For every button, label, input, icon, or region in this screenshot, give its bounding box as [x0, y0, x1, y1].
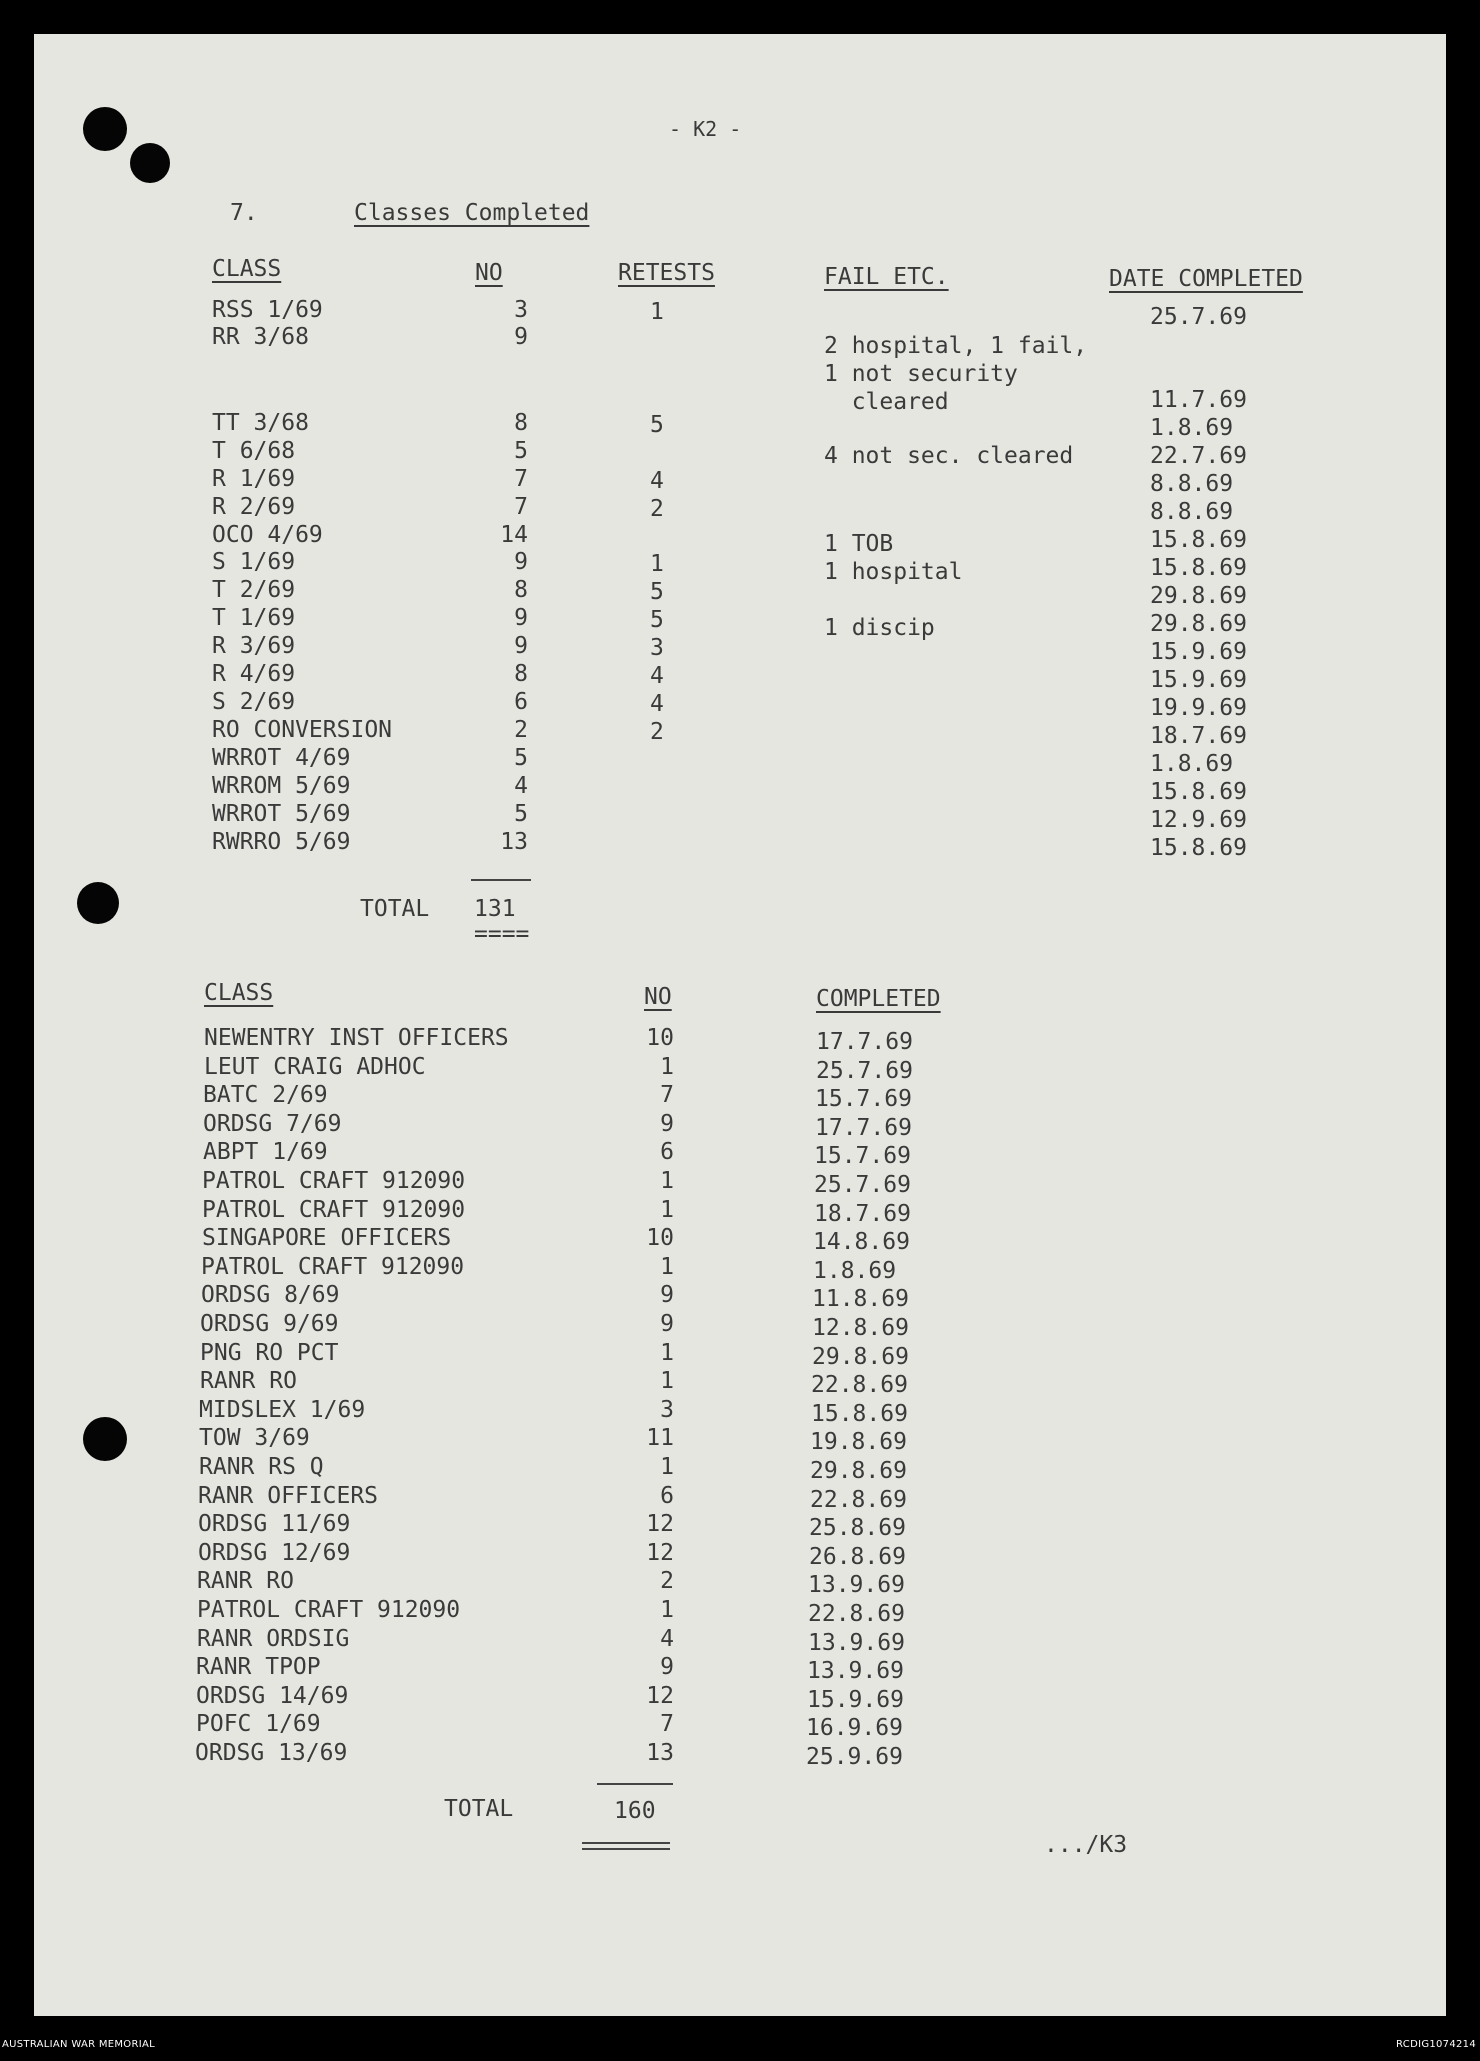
table1-retest: 3	[650, 635, 664, 661]
table2-class: ORDSG 14/69	[196, 1682, 349, 1709]
table1-class: WRROM 5/69	[212, 773, 351, 799]
table1-class: R 3/69	[212, 633, 296, 659]
table1-date: 15.8.69	[1150, 779, 1247, 805]
table1-class: S 2/69	[212, 689, 296, 715]
table2-no: 13	[646, 1740, 674, 1766]
table2-header: CLASS	[204, 980, 274, 1006]
table1-no: 7	[514, 494, 528, 520]
table2-class: PATROL CRAFT 912090	[202, 1196, 466, 1223]
total-value-1: 131	[474, 896, 516, 922]
table1-retest: 5	[650, 607, 664, 633]
table1-no: 6	[514, 689, 528, 715]
table2-date: 15.7.69	[814, 1143, 911, 1170]
section-number: 7.	[230, 200, 258, 226]
table2-no: 1	[660, 1253, 674, 1280]
table2-header: NO	[644, 984, 672, 1010]
table2-class: ORDSG 13/69	[195, 1740, 348, 1766]
table1-class: R 1/69	[212, 466, 296, 492]
table2-no: 12	[646, 1682, 674, 1709]
table1-date: 8.8.69	[1150, 471, 1234, 497]
table1-header: DATE COMPLETED	[1109, 266, 1303, 292]
table2-date: 29.8.69	[812, 1343, 909, 1370]
table1-retest: 5	[650, 579, 664, 605]
table1-no: 8	[514, 577, 528, 603]
total-value-2: 160	[614, 1798, 656, 1824]
table2-date: 25.8.69	[809, 1515, 906, 1542]
table1-no: 9	[514, 605, 528, 631]
table1-class: WRROT 4/69	[212, 745, 351, 771]
table2-date: 13.9.69	[808, 1572, 905, 1599]
total-double-rule-2b	[582, 1848, 670, 1850]
table1-no: 8	[514, 410, 528, 436]
section-title: Classes Completed	[354, 200, 590, 226]
table1-class: RWRRO 5/69	[212, 829, 351, 855]
table2-date: 18.7.69	[814, 1200, 911, 1227]
table2-no: 1	[660, 1168, 674, 1194]
table2-no: 6	[660, 1482, 674, 1509]
table2-no: 11	[646, 1425, 674, 1452]
table2-date: 14.8.69	[813, 1229, 910, 1256]
table1-fail: 2 hospital, 1 fail, 1 not security cleared	[824, 333, 1088, 415]
continuation-marker: .../K3	[1044, 1832, 1128, 1858]
table2-no: 12	[646, 1539, 674, 1566]
table2-class: RANR RO	[200, 1368, 297, 1395]
table1-retest: 1	[650, 299, 664, 325]
table2-no: 1	[660, 1053, 674, 1080]
table2-no: 9	[660, 1110, 674, 1137]
table2-no: 6	[660, 1139, 674, 1166]
table1-date: 22.7.69	[1150, 443, 1247, 469]
table2-class: PATROL CRAFT 912090	[201, 1253, 465, 1280]
table1-class: T 6/68	[212, 438, 296, 464]
table1-class: RSS 1/69	[212, 297, 323, 323]
table1-date: 25.7.69	[1150, 304, 1247, 330]
total-double-rule-2	[582, 1842, 670, 1844]
table1-no: 9	[514, 324, 528, 350]
table1-class: S 1/69	[212, 549, 296, 575]
total-label-1: TOTAL	[360, 896, 430, 922]
table2-no: 9	[660, 1311, 674, 1337]
table1-class: OCO 4/69	[212, 522, 323, 548]
table1-date: 1.8.69	[1150, 415, 1234, 441]
table1-date: 15.9.69	[1150, 639, 1247, 665]
table1-class: RO CONVERSION	[212, 717, 393, 743]
table2-no: 1	[660, 1597, 674, 1623]
table1-retest: 1	[650, 551, 664, 577]
total-label-2: TOTAL	[444, 1796, 514, 1822]
table2-date: 13.9.69	[808, 1629, 905, 1656]
table1-no: 5	[514, 745, 528, 771]
table1-date: 19.9.69	[1150, 695, 1247, 721]
table1-retest: 4	[650, 691, 664, 717]
table1-no: 4	[514, 773, 528, 799]
table1-no: 9	[514, 549, 528, 575]
table1-fail: 1 discip	[824, 615, 935, 641]
table1-class: T 2/69	[212, 577, 296, 603]
table1-no: 8	[514, 661, 528, 687]
table1-date: 15.9.69	[1150, 667, 1247, 693]
table2-date: 15.8.69	[811, 1400, 908, 1427]
table2-class: MIDSLEX 1/69	[199, 1396, 366, 1423]
table1-class: RR 3/68	[212, 324, 309, 350]
table2-no: 7	[660, 1082, 674, 1109]
table1-no: 13	[500, 829, 528, 855]
table2-no: 10	[646, 1225, 674, 1252]
table2-class: PATROL CRAFT 912090	[202, 1168, 466, 1194]
table1-class: WRROT 5/69	[212, 801, 351, 827]
table2-no: 1	[660, 1368, 674, 1395]
total-rule-2	[597, 1783, 673, 1785]
table2-date: 11.8.69	[812, 1286, 909, 1313]
table1-date: 29.8.69	[1150, 611, 1247, 637]
archive-footer	[0, 2030, 1480, 2061]
table2-no: 1	[660, 1339, 674, 1366]
table1-class: TT 3/68	[212, 410, 309, 436]
table2-date: 15.9.69	[807, 1686, 904, 1713]
table2-class: RANR RO	[197, 1568, 294, 1595]
table1-retest: 2	[650, 719, 664, 745]
table2-date: 19.8.69	[810, 1429, 907, 1456]
table1-date: 18.7.69	[1150, 723, 1247, 749]
table1-no: 9	[514, 633, 528, 659]
table2-class: TOW 3/69	[199, 1425, 310, 1452]
punch-hole	[130, 143, 170, 183]
table2-date: 17.7.69	[815, 1114, 912, 1141]
table1-fail: 1 TOB	[824, 531, 894, 557]
table2-date: 15.7.69	[815, 1086, 912, 1113]
table1-date: 8.8.69	[1150, 499, 1234, 525]
table1-no: 14	[500, 522, 528, 548]
table1-retest: 2	[650, 496, 664, 522]
table1-no: 5	[514, 438, 528, 464]
table1-header: CLASS	[212, 256, 282, 282]
table2-date: 22.8.69	[810, 1486, 907, 1513]
table2-date: 12.8.69	[812, 1315, 909, 1341]
table2-date: 22.8.69	[811, 1372, 908, 1399]
table1-no: 5	[514, 801, 528, 827]
total-double-rule-1: ====	[474, 921, 530, 947]
table2-class: POFC 1/69	[196, 1711, 321, 1738]
table2-date: 17.7.69	[816, 1029, 913, 1055]
page-marker: - K2 -	[669, 117, 742, 141]
table2-date: 25.7.69	[814, 1172, 911, 1198]
table2-no: 9	[660, 1282, 674, 1309]
table2-no: 2	[660, 1568, 674, 1595]
table2-no: 1	[660, 1196, 674, 1223]
punch-hole	[77, 882, 119, 924]
table1-class: R 4/69	[212, 661, 296, 687]
table2-header: COMPLETED	[816, 986, 941, 1012]
table1-date: 1.8.69	[1150, 751, 1234, 777]
table2-date: 13.9.69	[807, 1658, 904, 1685]
table2-class: LEUT CRAIG ADHOC	[204, 1053, 426, 1080]
table1-fail: 1 hospital	[824, 559, 963, 585]
table1-date: 15.8.69	[1150, 527, 1247, 553]
table2-class: ORDSG 11/69	[198, 1511, 351, 1538]
table1-class: T 1/69	[212, 605, 296, 631]
table1-header: FAIL ETC.	[824, 264, 949, 290]
table2-no: 3	[660, 1396, 674, 1423]
table1-header: NO	[475, 260, 503, 286]
table2-class: ABPT 1/69	[203, 1139, 328, 1166]
table2-class: SINGAPORE OFFICERS	[202, 1225, 452, 1252]
table2-date: 26.8.69	[809, 1543, 906, 1570]
table1-retest: 5	[650, 412, 664, 438]
table2-date: 25.7.69	[816, 1057, 913, 1084]
table1-retest: 4	[650, 663, 664, 689]
table2-no: 9	[660, 1654, 674, 1681]
document-page	[34, 34, 1446, 2016]
table2-class: ORDSG 12/69	[198, 1539, 351, 1566]
table2-class: PNG RO PCT	[200, 1339, 339, 1366]
table1-date: 12.9.69	[1150, 807, 1247, 833]
table2-date: 16.9.69	[806, 1715, 903, 1742]
table2-class: RANR OFFICERS	[198, 1482, 379, 1509]
table2-class: ORDSG 9/69	[200, 1311, 339, 1337]
table2-date: 1.8.69	[813, 1257, 897, 1284]
table1-no: 2	[514, 717, 528, 743]
table1-date: 15.8.69	[1150, 835, 1247, 861]
table1-date: 15.8.69	[1150, 555, 1247, 581]
table2-class: RANR ORDSIG	[197, 1625, 350, 1652]
table2-class: ORDSG 8/69	[201, 1282, 340, 1309]
punch-hole	[83, 107, 127, 151]
table1-date: 11.7.69	[1150, 387, 1247, 413]
table2-class: NEWENTRY INST OFFICERS	[204, 1025, 509, 1051]
table2-no: 7	[660, 1711, 674, 1738]
table2-date: 29.8.69	[810, 1458, 907, 1484]
table1-no: 3	[514, 297, 528, 323]
table1-header: RETESTS	[618, 260, 715, 286]
total-rule-1	[471, 879, 531, 881]
table2-class: RANR RS Q	[199, 1454, 324, 1480]
table2-class: ORDSG 7/69	[203, 1110, 342, 1137]
footer-right: RCDIG1074214	[1396, 2039, 1476, 2050]
table2-no: 1	[660, 1454, 674, 1480]
table2-no: 4	[660, 1625, 674, 1652]
table2-no: 10	[646, 1025, 674, 1051]
table2-no: 12	[646, 1511, 674, 1538]
footer-left: AUSTRALIAN WAR MEMORIAL	[2, 2039, 155, 2050]
table1-no: 7	[514, 466, 528, 492]
table1-class: R 2/69	[212, 494, 296, 520]
table1-fail: 4 not sec. cleared	[824, 443, 1074, 469]
table2-class: BATC 2/69	[203, 1082, 328, 1109]
table1-date: 29.8.69	[1150, 583, 1247, 609]
table1-retest: 4	[650, 468, 664, 494]
table2-class: PATROL CRAFT 912090	[197, 1597, 461, 1623]
punch-hole	[83, 1417, 127, 1461]
table2-date: 22.8.69	[808, 1601, 905, 1627]
table2-date: 25.9.69	[806, 1744, 903, 1770]
table2-class: RANR TPOP	[196, 1654, 321, 1681]
